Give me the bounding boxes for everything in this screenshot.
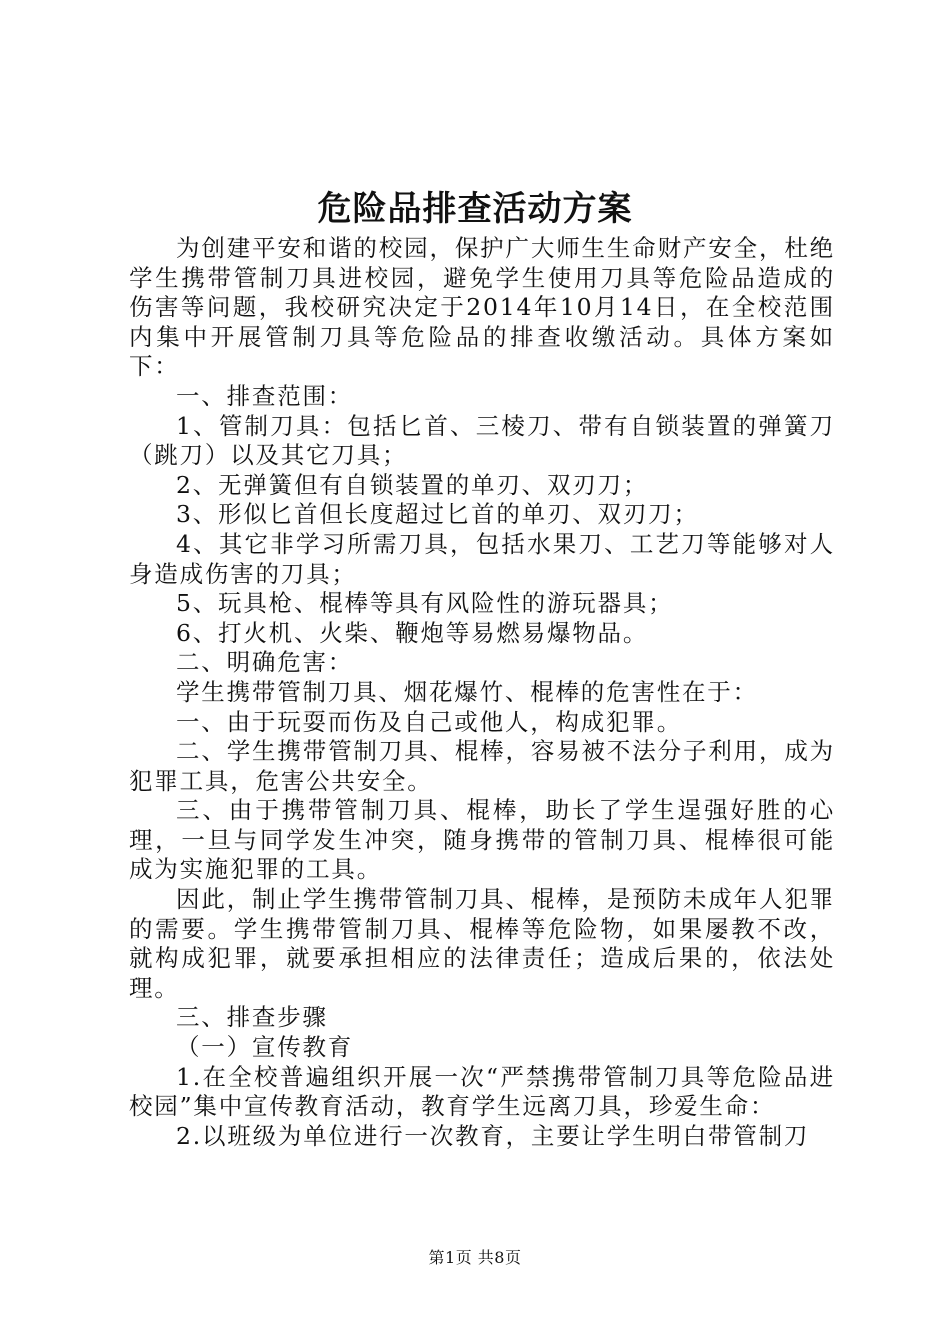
hazard-item-3: 三、由于携带管制刀具、棍棒，助长了学生逞强好胜的心理，一旦与同学发生冲突，随身携带的管制刀具、棍棒很可能成为实施犯罪的工具。 [129, 796, 835, 884]
list-item-4: 4、其它非学习所需刀具，包括水果刀、工艺刀等能够对人身造成伤害的刀具； [129, 529, 835, 588]
document-title: 危险品排查活动方案 [317, 189, 633, 229]
document-body [129, 234, 835, 1151]
heading-steps: 三、排查步骤 [176, 1003, 328, 1032]
subheading-education: （一）宣传教育 [176, 1033, 354, 1062]
paragraph-intro: 为创建平安和谐的校园，保护广大师生生命财产安全，杜绝学生携带管制刀具进校园，避免学生使用刀具等危险品造成的伤害等问题，我校研究决定于2014年10月14日，在全校范围内集中开展管制刀具等危险品的排查收缴活动。具体方案如下： [129, 234, 835, 381]
step-item-2: 2.以班级为单位进行一次教育，主要让学生明白带管制刀 [176, 1121, 810, 1150]
list-item-1: 1、管制刀具：包括匕首、三棱刀、带有自锁装置的弹簧刀（跳刀）以及其它刀具； [129, 411, 835, 470]
paragraph-conclusion: 因此，制止学生携带管制刀具、棍棒，是预防未成年人犯罪的需要。学生携带管制刀具、棍棒等危险物，如果屡教不改，就构成犯罪，就要承担相应的法律责任；造成后果的，依法处理。 [129, 885, 835, 1002]
heading-scope: 一、排查范围： [176, 381, 354, 410]
page-footer: 第1页 共8页 [428, 1248, 522, 1267]
list-item-6: 6、打火机、火柴、鞭炮等易燃易爆物品。 [176, 618, 649, 647]
list-item-5: 5、玩具枪、棍棒等具有风险性的游玩器具； [176, 589, 674, 618]
paragraph-hazards-intro: 学生携带管制刀具、烟花爆竹、棍棒的危害性在于： [176, 677, 758, 706]
hazard-item-1: 一、由于玩耍而伤及自己或他人，构成犯罪。 [176, 707, 682, 736]
heading-hazards: 二、明确危害： [176, 648, 354, 677]
hazard-item-2: 二、学生携带管制刀具、棍棒，容易被不法分子利用，成为犯罪工具，危害公共安全。 [129, 737, 835, 795]
list-item-3: 3、形似匕首但长度超过匕首的单刃、双刃刀； [176, 500, 699, 529]
step-item-1: 1.在全校普遍组织开展一次“严禁携带管制刀具等危险品进校园”集中宣传教育活动，教育学生远离刀具，珍爱生命： [129, 1062, 835, 1121]
list-item-2: 2、无弹簧但有自锁装置的单刃、双刃刀； [176, 470, 649, 499]
